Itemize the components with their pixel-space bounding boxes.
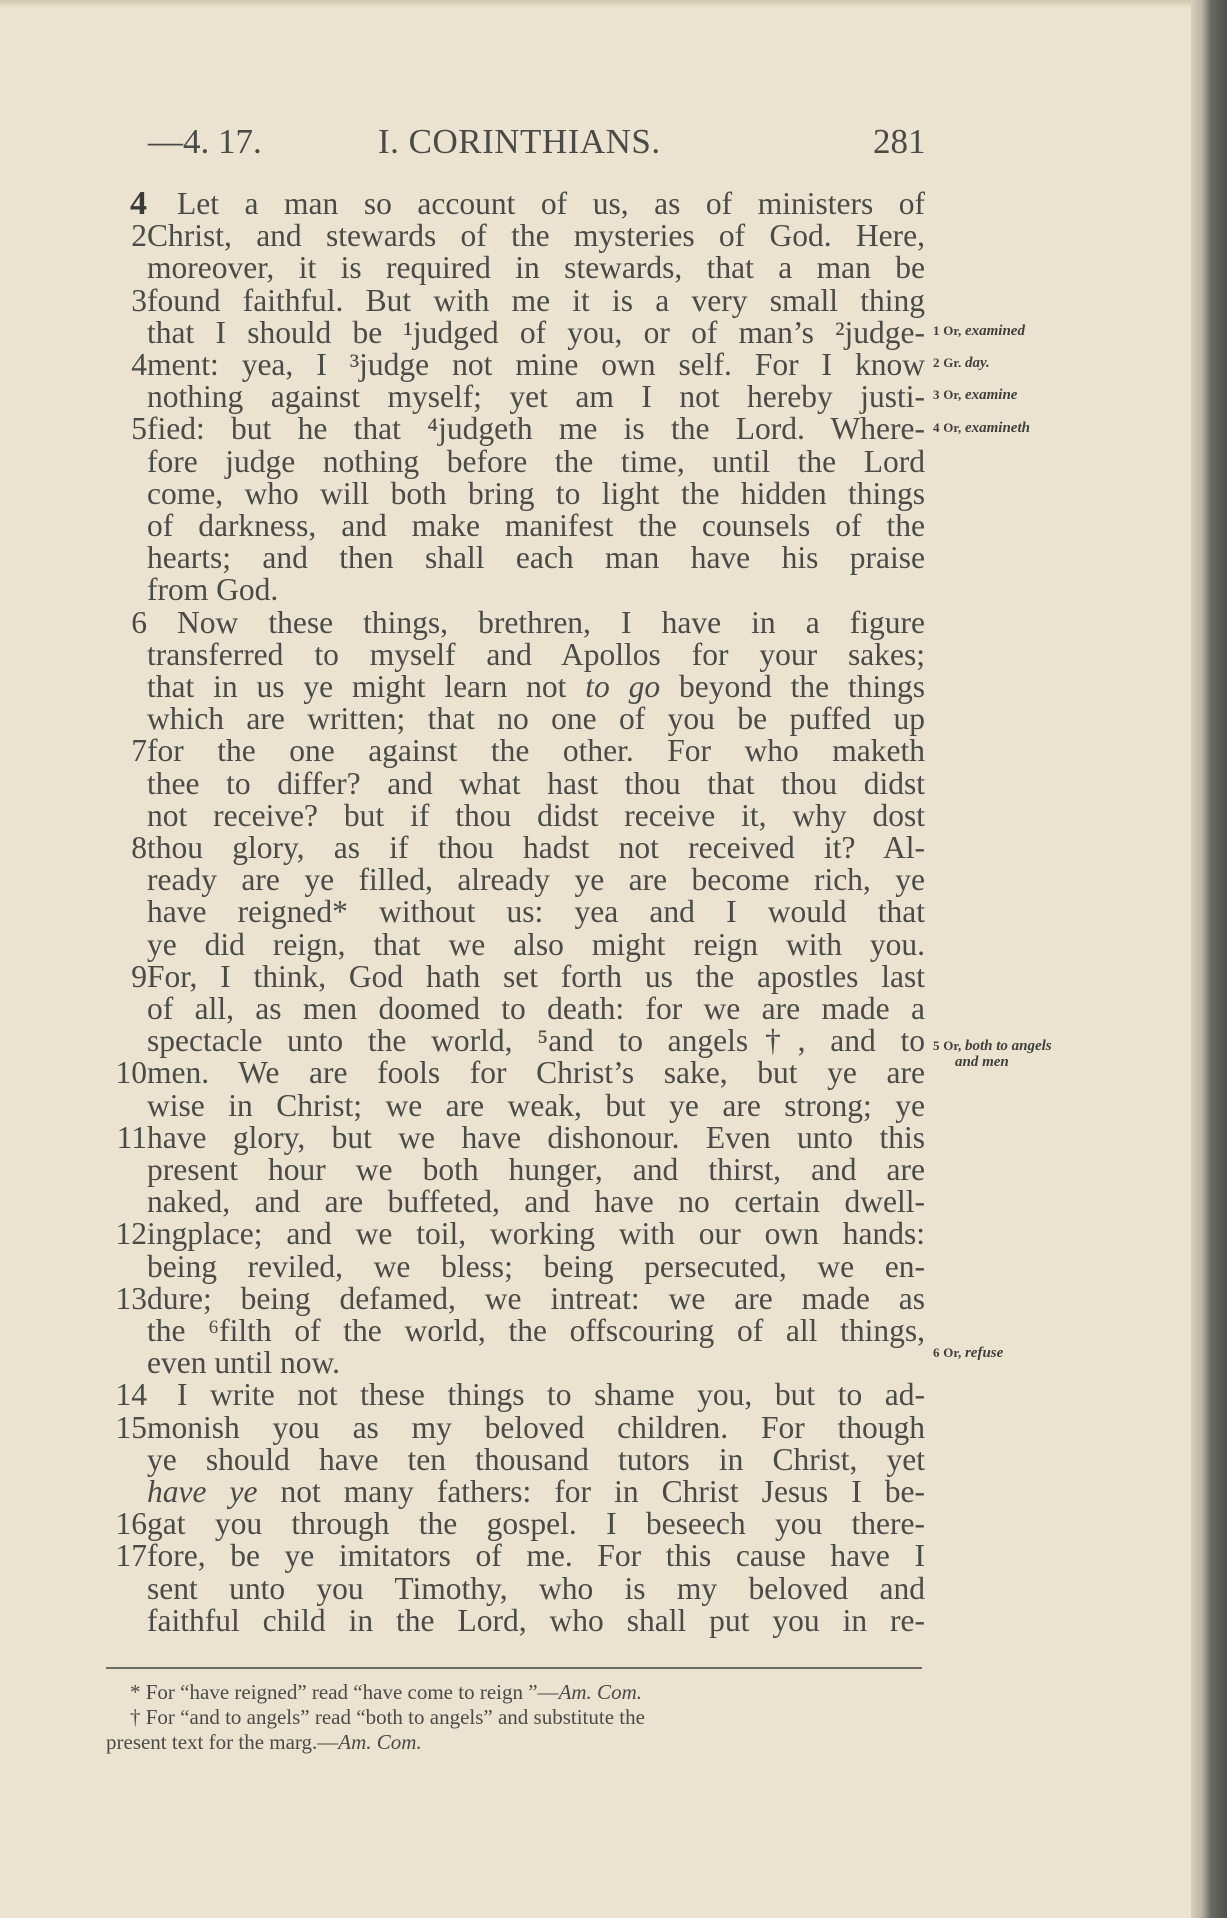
line-text: present hour we both hunger, and thirst, and are <box>147 1152 925 1187</box>
line-text: of all, as men doomed to death: for we are made a <box>147 991 925 1026</box>
line-text: fore judge nothing before the time, until the Lord <box>147 443 925 479</box>
line-text: wise in Christ; we are weak, but ye are strong; ye <box>147 1087 925 1123</box>
text-line <box>95 1409 925 1445</box>
page-top-shadow <box>0 0 1191 8</box>
line-text: dure; being defamed, we intreat: we are made as <box>147 1280 925 1316</box>
line-text: nothing against myself; yet am I not hereby justi- <box>147 379 925 415</box>
verse-number: 13 <box>115 1280 147 1316</box>
text-line <box>95 475 925 511</box>
line-text: ment: yea, I ³judge not mine own self. For I know <box>147 347 925 382</box>
text-line <box>95 282 925 318</box>
text-line <box>95 604 925 640</box>
line-text: thee to differ? and what hast thou that thou didst <box>147 765 925 801</box>
text-line <box>95 1570 925 1606</box>
text-line <box>95 703 925 735</box>
text-line <box>95 510 925 542</box>
text-line <box>95 926 925 962</box>
text-line <box>95 864 925 896</box>
line-text: transferred to myself and Apollos for your sakes; <box>147 636 925 672</box>
text-line <box>95 220 925 252</box>
verse-number: 11 <box>116 1119 147 1155</box>
text-line <box>95 1087 925 1123</box>
text-line <box>95 1025 925 1057</box>
line-text: monish you as my beloved children. For though <box>147 1409 925 1445</box>
text-line <box>95 1186 925 1218</box>
line-text: sent unto you Timothy, who is my beloved and <box>147 1570 925 1606</box>
line-text: gat you through the gospel. I beseech you there- <box>147 1506 925 1542</box>
running-header <box>148 122 928 164</box>
text-line <box>95 1218 925 1250</box>
text-line <box>95 896 925 928</box>
verse-number: 4 <box>131 347 147 382</box>
verse-number: 7 <box>131 733 147 769</box>
text-line <box>95 1154 925 1186</box>
book-title: I. CORINTHIANS. <box>378 122 661 161</box>
margin-note: 5 Or, both to angels and men <box>933 1038 1052 1070</box>
line-text: being reviled, we bless; being persecuted, we en- <box>147 1248 925 1284</box>
line-text: the ⁶filth of the world, the offscouring of all things, <box>147 1313 925 1348</box>
line-text: moreover, it is required in stewards, that a man be <box>147 250 925 286</box>
line-text: naked, and are buffeted, and have no certain dwell- <box>147 1184 925 1220</box>
verse-number: 14 <box>115 1377 147 1413</box>
line-text: Christ, and stewards of the mysteries of God. Here, <box>147 218 925 254</box>
line-text: men. We are fools for Christ’s sake, but ye are <box>147 1055 925 1091</box>
text-line <box>95 1057 925 1089</box>
text-line <box>95 797 925 833</box>
line-text: have reigned* without us: yea and I would that <box>147 894 925 930</box>
verse-number: 15 <box>115 1409 147 1445</box>
verse-number: 6 <box>131 604 147 640</box>
text-line <box>95 735 925 767</box>
verse-number: 9 <box>131 958 147 994</box>
text-line <box>95 413 925 445</box>
line-text: that I should be ¹judged of you, or of man’s ²judge- <box>147 314 925 350</box>
verse-number: 16 <box>115 1506 147 1542</box>
text-line <box>95 1441 925 1477</box>
line-text: found faithful. But with me it is a very small thing <box>147 282 925 318</box>
margin-note: 3 Or, examine <box>933 387 1018 403</box>
line-text: have glory, but we have dishonour. Even unto this <box>147 1119 925 1155</box>
line-text: I write not these things to shame you, but to ad- <box>177 1377 925 1413</box>
chapter-verse-reference: —4. 17. <box>148 122 262 161</box>
line-text: spectacle unto the world, ⁵and to angels†, and to <box>147 1023 925 1059</box>
line-text: even until now. <box>147 1345 341 1381</box>
line-text: that in us ye might learn not to go beyond the things <box>147 669 925 704</box>
text-line <box>95 1280 925 1316</box>
verse-number: 2 <box>131 218 147 254</box>
text-line <box>95 636 925 672</box>
text-line <box>95 1602 925 1638</box>
verse-number: 8 <box>131 830 147 865</box>
margin-note: 4 Or, examineth <box>933 420 1030 436</box>
line-text: Now these things, brethren, I have in a figure <box>177 604 925 640</box>
margin-note: 2 Gr. day. <box>933 355 990 371</box>
line-text: ready are ye filled, already ye are become rich, ye <box>147 862 925 898</box>
text-line <box>95 832 925 864</box>
line-text: For, I think, God hath set forth us the apostles last <box>147 958 925 994</box>
text-line <box>95 314 925 350</box>
text-line <box>95 1347 925 1379</box>
text-line <box>95 993 925 1025</box>
text-line <box>95 1119 925 1155</box>
line-text: ingplace; and we toil, working with our own hands: <box>147 1216 925 1252</box>
margin-note: 1 Or, examined <box>933 323 1025 339</box>
text-line <box>95 1248 925 1284</box>
text-line <box>95 1476 925 1508</box>
text-line <box>95 1508 925 1540</box>
line-text: not receive? but if thou didst receive it, why dost <box>147 797 925 833</box>
verse-number: 3 <box>131 282 147 318</box>
text-line <box>95 349 925 381</box>
verse-number: 12 <box>115 1216 147 1252</box>
text-line <box>95 1379 925 1411</box>
page-number: 281 <box>873 122 926 161</box>
text-line <box>95 542 925 574</box>
line-text: from God. <box>147 572 279 608</box>
text-line <box>95 574 925 606</box>
line-text: hearts; and then shall each man have his praise <box>147 540 925 576</box>
text-line <box>95 252 925 284</box>
text-line <box>95 958 925 994</box>
line-text: for the one against the other. For who maketh <box>147 733 925 769</box>
line-text: fore, be ye imitators of me. For this cause have I <box>147 1538 925 1574</box>
text-line <box>95 671 925 703</box>
footnote-divider <box>106 1667 922 1669</box>
footnote-continuation: present text for the marg.—Am. Com. <box>106 1730 422 1754</box>
verse-number: 17 <box>115 1538 147 1574</box>
line-text: fied: but he that ⁴judgeth me is the Lord. Where- <box>147 411 925 447</box>
line-text: Let a man so account of us, as of ministers of <box>177 186 925 221</box>
line-text: of darkness, and make manifest the counsels of the <box>147 508 925 543</box>
text-line <box>95 1540 925 1572</box>
margin-note: 6 Or, refuse <box>933 1345 1004 1361</box>
line-text: have ye not many fathers: for in Christ Jesus I be- <box>147 1474 925 1509</box>
book-spine-edge <box>1191 0 1227 1918</box>
footnote: † For “and to angels” read “both to angels” and substitute the <box>130 1705 645 1729</box>
text-line <box>95 1315 925 1347</box>
text-line <box>95 765 925 801</box>
verse-number: 5 <box>131 411 147 447</box>
line-text: thou glory, as if thou hadst not received it? Al- <box>147 830 925 865</box>
line-text: ye should have ten thousand tutors in Christ, yet <box>147 1441 925 1477</box>
text-line <box>95 185 925 222</box>
text-line <box>95 443 925 479</box>
line-text: faithful child in the Lord, who shall put you in re- <box>147 1602 925 1638</box>
line-text: ye did reign, that we also might reign with you. <box>147 926 925 962</box>
verse-number: 10 <box>115 1055 147 1091</box>
verse-number: 4 <box>130 185 147 222</box>
footnote: * For “have reigned” read “have come to reign ”—Am. Com. <box>130 1680 642 1704</box>
text-line <box>95 381 925 413</box>
line-text: come, who will both bring to light the hidden things <box>147 475 925 511</box>
line-text: which are written; that no one of you be puffed up <box>147 701 925 737</box>
